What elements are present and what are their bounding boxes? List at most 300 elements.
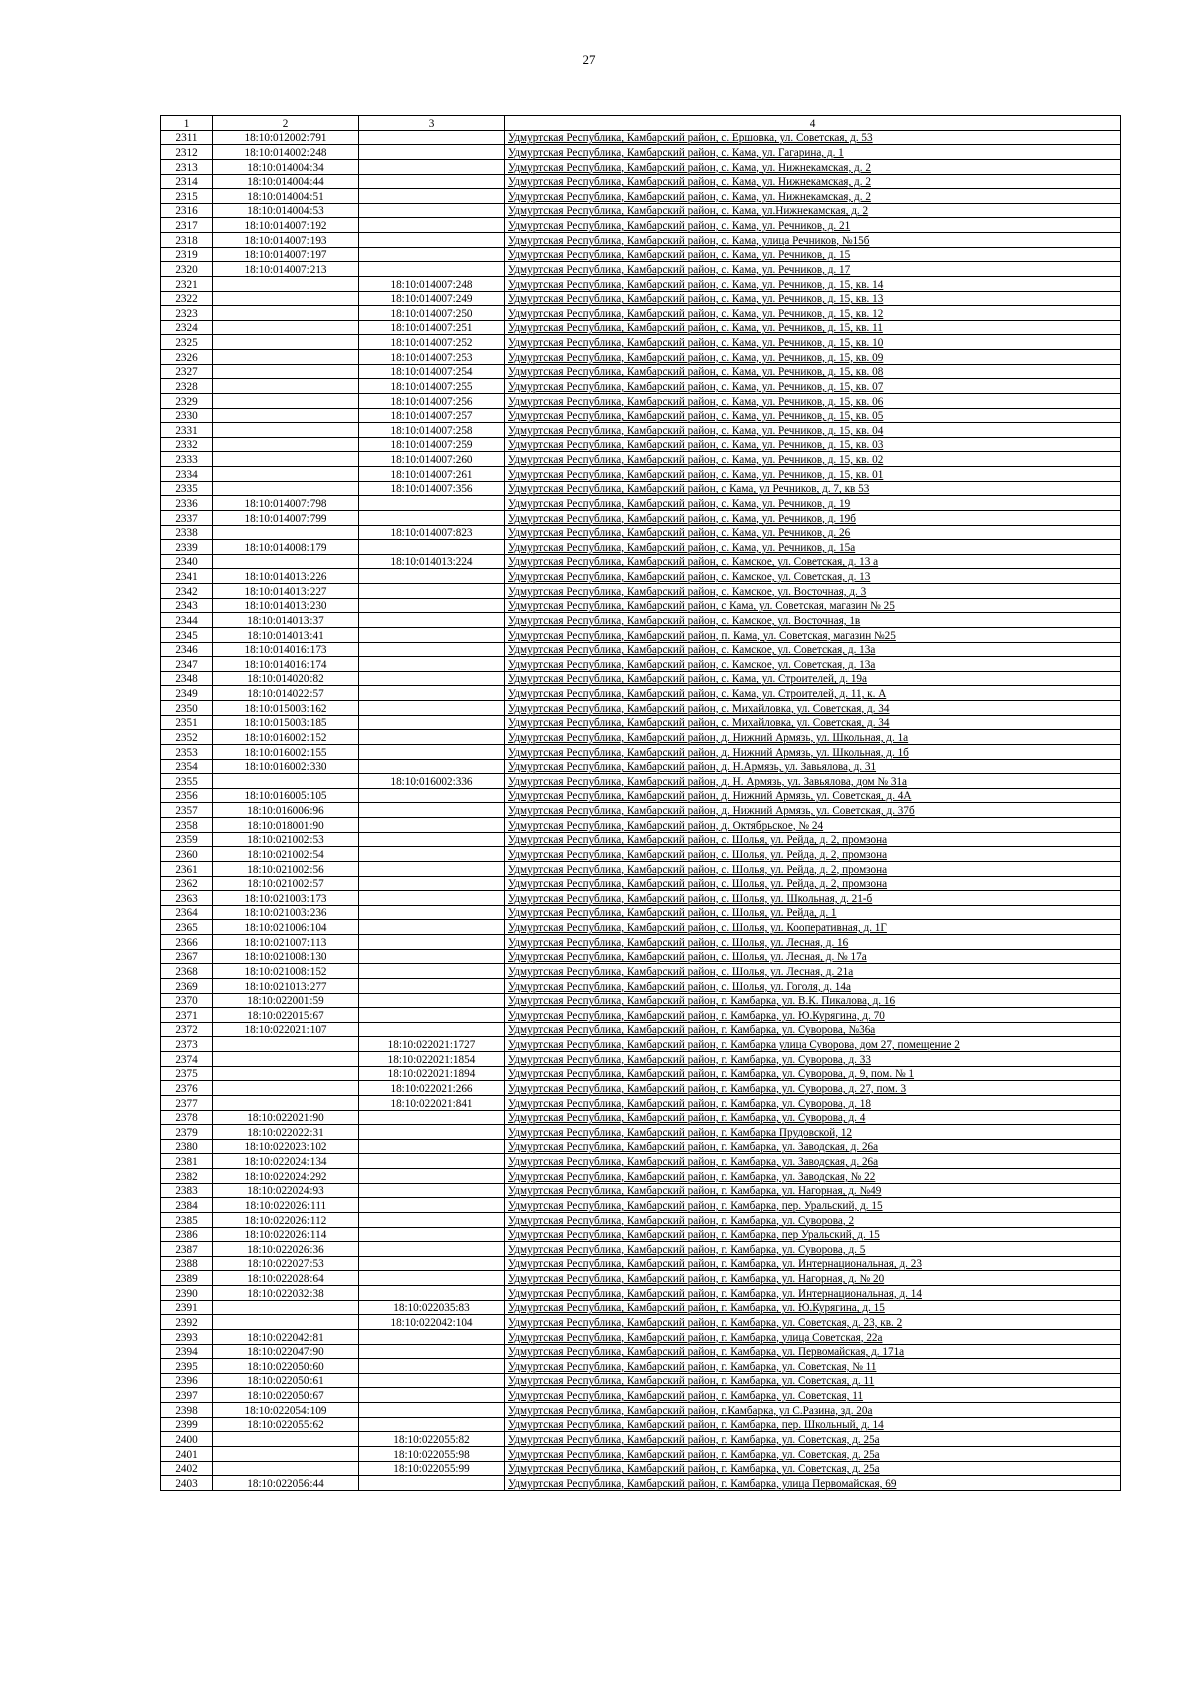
cadastral-number-land-cell [213, 306, 359, 321]
cadastral-number-land-cell [213, 276, 359, 291]
row-number-cell: 2349 [161, 686, 213, 701]
cadastral-number-building-cell: 18:10:014007:258 [359, 423, 505, 438]
address-cell: Удмуртская Республика, Камбарский район, с. Кама, ул. Речников, д. 15, кв. 13 [505, 291, 1121, 306]
table-row [161, 393, 1121, 408]
page-number: 27 [582, 52, 596, 67]
cadastral-number-building-cell [359, 1139, 505, 1154]
address-cell: Удмуртская Республика, Камбарский район, д. Октябрьское, № 24 [505, 818, 1121, 833]
cadastral-number-land-cell [213, 1081, 359, 1096]
address-cell: Удмуртская Республика, Камбарский район, г. Камбарка, улица Первомайская, 69 [505, 1476, 1121, 1491]
address-cell: Удмуртская Республика, Камбарский район, с. Кама, ул. Речников, д. 26 [505, 525, 1121, 540]
cadastral-number-building-cell: 18:10:016002:336 [359, 774, 505, 789]
table-row [161, 510, 1121, 525]
row-number-cell: 2367 [161, 949, 213, 964]
cadastral-number-building-cell [359, 847, 505, 862]
cadastral-number-building-cell [359, 1476, 505, 1491]
cadastral-number-building-cell: 18:10:014007:253 [359, 350, 505, 365]
address-cell: Удмуртская Республика, Камбарский район, г. Камбарка, пер. Уральский, д. 15 [505, 1198, 1121, 1213]
cadastral-number-land-cell: 18:10:014008:179 [213, 540, 359, 555]
cadastral-number-building-cell: 18:10:014007:248 [359, 276, 505, 291]
cadastral-number-building-cell [359, 584, 505, 599]
cadastral-number-land-cell: 18:10:015003:162 [213, 701, 359, 716]
row-number-cell: 2313 [161, 159, 213, 174]
address-cell: Удмуртская Республика, Камбарский район, с. Кама, улица Речников, №15б [505, 233, 1121, 248]
cadastral-number-building-cell [359, 1198, 505, 1213]
table-row [161, 949, 1121, 964]
cadastral-number-land-cell: 18:10:022022:31 [213, 1125, 359, 1140]
cadastral-number-building-cell [359, 715, 505, 730]
table-row [161, 920, 1121, 935]
row-number-cell: 2329 [161, 393, 213, 408]
cadastral-number-land-cell [213, 1037, 359, 1052]
table-row [161, 554, 1121, 569]
cadastral-number-land-cell [213, 554, 359, 569]
table-row [161, 730, 1121, 745]
cadastral-number-land-cell [213, 1315, 359, 1330]
cadastral-number-land-cell: 18:10:022032:38 [213, 1286, 359, 1301]
address-cell: Удмуртская Республика, Камбарский район, с. Михайловка, ул. Советская, д. 34 [505, 701, 1121, 716]
row-number-cell: 2330 [161, 408, 213, 423]
cadastral-number-building-cell: 18:10:014007:256 [359, 393, 505, 408]
address-cell: Удмуртская Республика, Камбарский район, г. Камбарка, ул. Заводская, д. 26а [505, 1139, 1121, 1154]
cadastral-number-land-cell [213, 525, 359, 540]
cadastral-number-land-cell: 18:10:014016:173 [213, 642, 359, 657]
cadastral-number-land-cell: 18:10:021003:173 [213, 891, 359, 906]
table-row [161, 964, 1121, 979]
cadastral-number-building-cell [359, 1403, 505, 1418]
table-header-row [161, 116, 1121, 131]
cadastral-number-building-cell: 18:10:014007:356 [359, 481, 505, 496]
cadastral-number-land-cell: 18:10:022026:111 [213, 1198, 359, 1213]
address-cell: Удмуртская Республика, Камбарский район, д. Н.Армязь, ул. Завьялова, д. 31 [505, 759, 1121, 774]
address-cell: Удмуртская Республика, Камбарский район, с. Кама, ул. Речников, д. 19 [505, 496, 1121, 511]
table-row [161, 671, 1121, 686]
address-cell: Удмуртская Республика, Камбарский район, с. Камское, ул. Советская, д. 13а [505, 657, 1121, 672]
table-row [161, 174, 1121, 189]
table-row [161, 1286, 1121, 1301]
table-row [161, 1037, 1121, 1052]
cadastral-number-land-cell: 18:10:014013:227 [213, 584, 359, 599]
cadastral-number-land-cell: 18:10:022050:61 [213, 1373, 359, 1388]
cadastral-number-building-cell [359, 262, 505, 277]
cadastral-number-land-cell: 18:10:014013:41 [213, 627, 359, 642]
cadastral-number-building-cell [359, 891, 505, 906]
cadastral-number-building-cell [359, 1008, 505, 1023]
row-number-cell: 2339 [161, 540, 213, 555]
table-row [161, 715, 1121, 730]
table-row [161, 1052, 1121, 1067]
table-row [161, 481, 1121, 496]
address-cell: Удмуртская Республика, Камбарский район, г. Камбарка, ул. Советская, д. 25а [505, 1461, 1121, 1476]
cadastral-number-building-cell [359, 1286, 505, 1301]
cadastral-number-land-cell [213, 408, 359, 423]
row-number-cell: 2320 [161, 262, 213, 277]
cadastral-number-building-cell: 18:10:022055:82 [359, 1432, 505, 1447]
cadastral-number-building-cell: 18:10:014007:257 [359, 408, 505, 423]
table-row [161, 978, 1121, 993]
address-cell: Удмуртская Республика, Камбарский район, г. Камбарка, ул. Советская, д. 23, кв. 2 [505, 1315, 1121, 1330]
cadastral-number-land-cell: 18:10:016006:96 [213, 803, 359, 818]
table-row [161, 1008, 1121, 1023]
cadastral-number-land-cell: 18:10:022047:90 [213, 1344, 359, 1359]
table-row [161, 423, 1121, 438]
row-number-cell: 2351 [161, 715, 213, 730]
column-header-4: 4 [505, 116, 1121, 131]
table-row [161, 1242, 1121, 1257]
table-row [161, 1446, 1121, 1461]
address-cell: Удмуртская Республика, Камбарский район, г. Камбарка, ул. Советская, 11 [505, 1388, 1121, 1403]
cadastral-number-land-cell: 18:10:014013:226 [213, 569, 359, 584]
address-cell: Удмуртская Республика, Камбарский район, с. Ершовка, ул. Советская, д. 53 [505, 130, 1121, 145]
row-number-cell: 2340 [161, 554, 213, 569]
address-cell: Удмуртская Республика, Камбарский район, г. Камбарка, ул. Советская, № 11 [505, 1359, 1121, 1374]
cadastral-number-building-cell: 18:10:014007:255 [359, 379, 505, 394]
cadastral-number-land-cell: 18:10:016005:105 [213, 788, 359, 803]
row-number-cell: 2311 [161, 130, 213, 145]
address-cell: Удмуртская Республика, Камбарский район, г. Камбарка, ул. Суворова, д. 4 [505, 1110, 1121, 1125]
address-cell: Удмуртская Республика, Камбарский район, г. Камбарка, ул. Советская, д. 25а [505, 1432, 1121, 1447]
row-number-cell: 2343 [161, 598, 213, 613]
cadastral-number-building-cell [359, 993, 505, 1008]
table-row [161, 247, 1121, 262]
table-row [161, 598, 1121, 613]
cadastral-number-land-cell: 18:10:016002:330 [213, 759, 359, 774]
table-row [161, 818, 1121, 833]
cadastral-number-building-cell [359, 1022, 505, 1037]
table-row [161, 1417, 1121, 1432]
table-row [161, 1359, 1121, 1374]
cadastral-number-building-cell [359, 540, 505, 555]
cadastral-number-land-cell: 18:10:014007:213 [213, 262, 359, 277]
table-row [161, 189, 1121, 204]
address-cell: Удмуртская Республика, Камбарский район, с. Кама, ул. Речников, д. 15а [505, 540, 1121, 555]
row-number-cell: 2335 [161, 481, 213, 496]
table-row [161, 876, 1121, 891]
address-cell: Удмуртская Республика, Камбарский район, г. Камбарка, ул. Заводская, № 22 [505, 1169, 1121, 1184]
table-row [161, 1183, 1121, 1198]
address-cell: Удмуртская Республика, Камбарский район, с. Кама, ул. Строителей, д. 11, к. А [505, 686, 1121, 701]
cadastral-number-building-cell [359, 905, 505, 920]
table-row [161, 759, 1121, 774]
cadastral-number-building-cell [359, 1344, 505, 1359]
cadastral-number-land-cell: 18:10:022026:112 [213, 1212, 359, 1227]
cadastral-number-land-cell: 18:10:022050:60 [213, 1359, 359, 1374]
cadastral-number-land-cell: 18:10:022055:62 [213, 1417, 359, 1432]
cadastral-number-land-cell: 18:10:014007:197 [213, 247, 359, 262]
cadastral-number-land-cell: 18:10:021003:236 [213, 905, 359, 920]
row-number-cell: 2321 [161, 276, 213, 291]
row-number-cell: 2374 [161, 1052, 213, 1067]
row-number-cell: 2386 [161, 1227, 213, 1242]
address-cell: Удмуртская Республика, Камбарский район, г. Камбарка, ул. Нагорная, д. №49 [505, 1183, 1121, 1198]
table-row [161, 159, 1121, 174]
table-row [161, 262, 1121, 277]
table-row [161, 701, 1121, 716]
row-number-cell: 2317 [161, 218, 213, 233]
cadastral-number-building-cell: 18:10:014007:249 [359, 291, 505, 306]
cadastral-number-building-cell: 18:10:022055:98 [359, 1446, 505, 1461]
row-number-cell: 2327 [161, 364, 213, 379]
address-cell: Удмуртская Республика, Камбарский район, г. Камбарка, ул. Интернациональная, д. 14 [505, 1286, 1121, 1301]
address-cell: Удмуртская Республика, Камбарский район, с. Камское, ул. Восточная, 1в [505, 613, 1121, 628]
row-number-cell: 2347 [161, 657, 213, 672]
table-row [161, 935, 1121, 950]
cadastral-number-land-cell [213, 320, 359, 335]
cadastral-number-building-cell [359, 203, 505, 218]
row-number-cell: 2316 [161, 203, 213, 218]
table-row [161, 130, 1121, 145]
address-cell: Удмуртская Республика, Камбарский район, с Кама, ул. Советская, магазин № 25 [505, 598, 1121, 613]
table-row [161, 1271, 1121, 1286]
cadastral-number-land-cell: 18:10:021013:277 [213, 978, 359, 993]
address-cell: Удмуртская Республика, Камбарский район, с. Кама, ул. Речников, д. 15, кв. 06 [505, 393, 1121, 408]
cadastral-number-building-cell [359, 1110, 505, 1125]
cadastral-number-land-cell: 18:10:021002:56 [213, 861, 359, 876]
cadastral-number-land-cell [213, 423, 359, 438]
row-number-cell: 2384 [161, 1198, 213, 1213]
cadastral-number-land-cell: 18:10:022050:67 [213, 1388, 359, 1403]
address-cell: Удмуртская Республика, Камбарский район, с. Шолья, ул. Рейда, д. 2, промзона [505, 876, 1121, 891]
table-row [161, 686, 1121, 701]
cadastral-number-building-cell [359, 818, 505, 833]
row-number-cell: 2359 [161, 832, 213, 847]
address-cell: Удмуртская Республика, Камбарский район, с. Кама, ул. Речников, д. 15, кв. 05 [505, 408, 1121, 423]
cadastral-number-building-cell [359, 569, 505, 584]
row-number-cell: 2401 [161, 1446, 213, 1461]
cadastral-number-land-cell [213, 467, 359, 482]
table-row [161, 569, 1121, 584]
row-number-cell: 2385 [161, 1212, 213, 1227]
table-row [161, 861, 1121, 876]
cadastral-number-land-cell: 18:10:022042:81 [213, 1329, 359, 1344]
row-number-cell: 2376 [161, 1081, 213, 1096]
row-number-cell: 2342 [161, 584, 213, 599]
cadastral-number-building-cell [359, 686, 505, 701]
address-cell: Удмуртская Республика, Камбарский район, с. Кама, ул. Нижнекамская, д. 2 [505, 159, 1121, 174]
cadastral-number-land-cell: 18:10:022024:93 [213, 1183, 359, 1198]
cadastral-number-land-cell [213, 1066, 359, 1081]
row-number-cell: 2348 [161, 671, 213, 686]
row-number-cell: 2371 [161, 1008, 213, 1023]
cadastral-number-land-cell: 18:10:022027:53 [213, 1256, 359, 1271]
row-number-cell: 2370 [161, 993, 213, 1008]
table-row [161, 613, 1121, 628]
cadastral-number-building-cell [359, 978, 505, 993]
address-cell: Удмуртская Республика, Камбарский район, с. Шолья, ул. Лесная, д. № 17а [505, 949, 1121, 964]
table-row [161, 774, 1121, 789]
cadastral-number-land-cell: 18:10:015003:185 [213, 715, 359, 730]
address-cell: Удмуртская Республика, Камбарский район, г. Камбарка, пер. Школьный, д. 14 [505, 1417, 1121, 1432]
table-row [161, 1300, 1121, 1315]
address-cell: Удмуртская Республика, Камбарский район, г. Камбарка, ул. Суворова, д. 27, пом. 3 [505, 1081, 1121, 1096]
cadastral-number-building-cell [359, 1359, 505, 1374]
row-number-cell: 2357 [161, 803, 213, 818]
cadastral-number-land-cell [213, 379, 359, 394]
address-cell: Удмуртская Республика, Камбарский район, с. Кама, ул. Строителей, д. 19а [505, 671, 1121, 686]
cadastral-number-land-cell: 18:10:021007:113 [213, 935, 359, 950]
address-cell: Удмуртская Республика, Камбарский район, с. Кама, ул. Речников, д. 15 [505, 247, 1121, 262]
address-cell: Удмуртская Республика, Камбарский район, с. Кама, ул. Речников, д. 15, кв. 08 [505, 364, 1121, 379]
row-number-cell: 2322 [161, 291, 213, 306]
row-number-cell: 2402 [161, 1461, 213, 1476]
cadastral-number-building-cell [359, 598, 505, 613]
cadastral-number-land-cell: 18:10:022026:114 [213, 1227, 359, 1242]
row-number-cell: 2345 [161, 627, 213, 642]
address-cell: Удмуртская Республика, Камбарский район, г. Камбарка, ул. Суворова, д. 18 [505, 1095, 1121, 1110]
row-number-cell: 2389 [161, 1271, 213, 1286]
address-cell: Удмуртская Республика, Камбарский район, с Кама, ул Речников, д. 7, кв 53 [505, 481, 1121, 496]
cadastral-number-land-cell: 18:10:022024:134 [213, 1154, 359, 1169]
cadastral-number-building-cell [359, 861, 505, 876]
address-cell: Удмуртская Республика, Камбарский район, г. Камбарка, ул. Суворова, д. 9, пом. № 1 [505, 1066, 1121, 1081]
address-cell: Удмуртская Республика, Камбарский район, г. Камбарка, улица Советская, 22а [505, 1329, 1121, 1344]
table-row [161, 276, 1121, 291]
address-cell: Удмуртская Республика, Камбарский район, с. Кама, ул. Речников, д. 15, кв. 09 [505, 350, 1121, 365]
table-row [161, 218, 1121, 233]
cadastral-number-land-cell [213, 350, 359, 365]
row-number-cell: 2378 [161, 1110, 213, 1125]
address-cell: Удмуртская Республика, Камбарский район, г. Камбарка, ул. Ю.Курягина, д. 70 [505, 1008, 1121, 1023]
cadastral-number-building-cell: 18:10:014013:224 [359, 554, 505, 569]
cadastral-number-building-cell [359, 627, 505, 642]
table-row [161, 1388, 1121, 1403]
cadastral-number-land-cell: 18:10:022026:36 [213, 1242, 359, 1257]
table-row [161, 1403, 1121, 1418]
row-number-cell: 2358 [161, 818, 213, 833]
cadastral-number-land-cell: 18:10:016002:152 [213, 730, 359, 745]
cadastral-number-building-cell [359, 832, 505, 847]
cadastral-number-land-cell: 18:10:022015:67 [213, 1008, 359, 1023]
cadastral-number-building-cell: 18:10:014007:259 [359, 437, 505, 452]
row-number-cell: 2382 [161, 1169, 213, 1184]
cadastral-number-land-cell: 18:10:014007:798 [213, 496, 359, 511]
table-row [161, 233, 1121, 248]
address-cell: Удмуртская Республика, Камбарский район, с. Кама, ул. Речников, д. 15, кв. 01 [505, 467, 1121, 482]
address-cell: Удмуртская Республика, Камбарский район, г. Камбарка, ул. Советская, д. 11 [505, 1373, 1121, 1388]
cadastral-number-building-cell [359, 613, 505, 628]
cadastral-number-land-cell: 18:10:021006:104 [213, 920, 359, 935]
address-cell: Удмуртская Республика, Камбарский район, г.Камбарка, ул С.Разина, зд. 20а [505, 1403, 1121, 1418]
column-header-1: 1 [161, 116, 213, 131]
row-number-cell: 2353 [161, 744, 213, 759]
address-cell: Удмуртская Республика, Камбарский район, г. Камбарка, ул. Суворова, №36а [505, 1022, 1121, 1037]
table-row [161, 1125, 1121, 1140]
cadastral-number-building-cell [359, 744, 505, 759]
cadastral-number-land-cell: 18:10:014004:53 [213, 203, 359, 218]
row-number-cell: 2319 [161, 247, 213, 262]
table-row [161, 993, 1121, 1008]
table-row [161, 788, 1121, 803]
cadastral-number-land-cell: 18:10:021002:57 [213, 876, 359, 891]
cadastral-number-building-cell [359, 803, 505, 818]
address-cell: Удмуртская Республика, Камбарский район, с. Камское, ул. Восточная, д. 3 [505, 584, 1121, 599]
address-cell: Удмуртская Республика, Камбарский район, д. Нижний Армязь, ул. Советская, д. 4А [505, 788, 1121, 803]
address-cell: Удмуртская Республика, Камбарский район, г. Камбарка, ул. Суворова, д. 33 [505, 1052, 1121, 1067]
cadastral-number-building-cell [359, 145, 505, 160]
cadastral-number-building-cell [359, 1417, 505, 1432]
cadastral-number-land-cell [213, 1461, 359, 1476]
address-cell: Удмуртская Республика, Камбарский район, с. Шолья, ул. Кооперативная, д. 1Г [505, 920, 1121, 935]
address-cell: Удмуртская Республика, Камбарский район, п. Кама, ул. Советская, магазин №25 [505, 627, 1121, 642]
cadastral-number-building-cell [359, 510, 505, 525]
row-number-cell: 2355 [161, 774, 213, 789]
cadastral-number-building-cell [359, 1227, 505, 1242]
address-cell: Удмуртская Республика, Камбарский район, г. Камбарка, ул. В.К. Пикалова, д. 16 [505, 993, 1121, 1008]
cadastral-number-land-cell: 18:10:014022:57 [213, 686, 359, 701]
table-row [161, 627, 1121, 642]
cadastral-number-building-cell: 18:10:022021:266 [359, 1081, 505, 1096]
row-number-cell: 2393 [161, 1329, 213, 1344]
row-number-cell: 2331 [161, 423, 213, 438]
cadastral-number-building-cell [359, 759, 505, 774]
row-number-cell: 2391 [161, 1300, 213, 1315]
address-cell: Удмуртская Республика, Камбарский район, г. Камбарка, ул. Суворова, 2 [505, 1212, 1121, 1227]
cadastral-number-land-cell: 18:10:021002:53 [213, 832, 359, 847]
cadastral-number-building-cell [359, 1154, 505, 1169]
cadastral-number-building-cell [359, 1212, 505, 1227]
cadastral-number-land-cell [213, 1300, 359, 1315]
cadastral-number-land-cell: 18:10:022021:90 [213, 1110, 359, 1125]
table-row [161, 203, 1121, 218]
address-cell: Удмуртская Республика, Камбарский район, с. Кама, ул. Речников, д. 15, кв. 14 [505, 276, 1121, 291]
row-number-cell: 2387 [161, 1242, 213, 1257]
cadastral-number-building-cell [359, 130, 505, 145]
address-cell: Удмуртская Республика, Камбарский район, с. Кама, ул. Речников, д. 15, кв. 03 [505, 437, 1121, 452]
cadastral-number-land-cell: 18:10:014004:44 [213, 174, 359, 189]
cadastral-number-land-cell [213, 774, 359, 789]
cadastral-number-building-cell [359, 1271, 505, 1286]
cadastral-number-land-cell: 18:10:022028:64 [213, 1271, 359, 1286]
row-number-cell: 2333 [161, 452, 213, 467]
row-number-cell: 2403 [161, 1476, 213, 1491]
table-row [161, 437, 1121, 452]
row-number-cell: 2338 [161, 525, 213, 540]
row-number-cell: 2364 [161, 905, 213, 920]
row-number-cell: 2369 [161, 978, 213, 993]
table-row [161, 1198, 1121, 1213]
address-cell: Удмуртская Республика, Камбарский район, г. Камбарка, ул. Нагорная, д. № 20 [505, 1271, 1121, 1286]
cadastral-number-building-cell [359, 1373, 505, 1388]
row-number-cell: 2337 [161, 510, 213, 525]
address-cell: Удмуртская Республика, Камбарский район, с. Шолья, ул. Рейда, д. 2, промзона [505, 832, 1121, 847]
cadastral-number-building-cell [359, 671, 505, 686]
address-cell: Удмуртская Республика, Камбарский район, г. Камбарка, ул. Заводская, д. 26а [505, 1154, 1121, 1169]
cadastral-number-building-cell [359, 247, 505, 262]
cadastral-number-building-cell [359, 964, 505, 979]
cadastral-number-building-cell: 18:10:022021:1894 [359, 1066, 505, 1081]
cadastral-number-building-cell: 18:10:014007:250 [359, 306, 505, 321]
cadastral-number-land-cell: 18:10:022001:59 [213, 993, 359, 1008]
address-cell: Удмуртская Республика, Камбарский район, с. Кама, ул. Речников, д. 17 [505, 262, 1121, 277]
table-row [161, 657, 1121, 672]
cadastral-number-land-cell [213, 393, 359, 408]
cadastral-number-land-cell: 18:10:022021:107 [213, 1022, 359, 1037]
table-row [161, 525, 1121, 540]
address-cell: Удмуртская Республика, Камбарский район, с. Кама, ул. Речников, д. 15, кв. 02 [505, 452, 1121, 467]
row-number-cell: 2366 [161, 935, 213, 950]
cadastral-number-land-cell: 18:10:021008:130 [213, 949, 359, 964]
cadastral-number-building-cell: 18:10:022035:83 [359, 1300, 505, 1315]
row-number-cell: 2383 [161, 1183, 213, 1198]
table-row [161, 1476, 1121, 1491]
address-cell: Удмуртская Республика, Камбарский район, с. Кама, ул. Речников, д. 21 [505, 218, 1121, 233]
row-number-cell: 2352 [161, 730, 213, 745]
table-row [161, 891, 1121, 906]
table-row [161, 803, 1121, 818]
cadastral-number-building-cell [359, 496, 505, 511]
row-number-cell: 2324 [161, 320, 213, 335]
address-cell: Удмуртская Республика, Камбарский район, с. Шолья, ул. Гоголя, д. 14а [505, 978, 1121, 993]
